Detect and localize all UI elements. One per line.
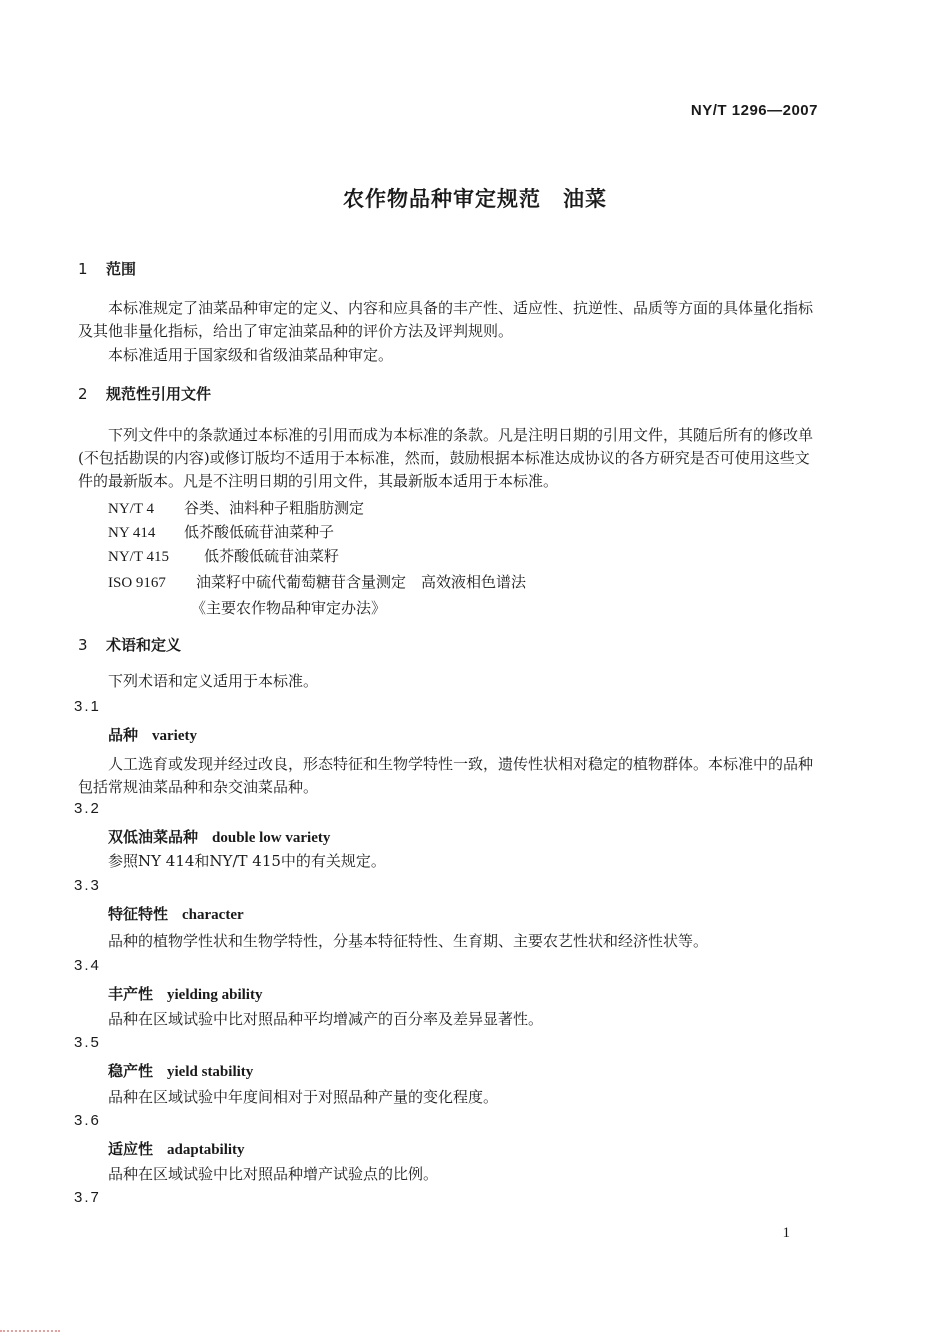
term-heading [108,826,330,847]
term-english: yield stability [167,1064,254,1080]
term-heading [108,1060,253,1081]
term-english: character [182,907,244,923]
term-chinese: 双低油菜品种 [108,828,199,846]
section-1-heading [78,258,136,279]
document-title: 农作物品种审定规范 油菜 [343,187,607,211]
term-definition: 品种在区域试验中比对照品种增产试验点的比例。 [108,1165,439,1183]
term-chinese: 品种 [108,726,139,744]
section-title: 术语和定义 [106,636,182,654]
term-number: 3.3 [74,877,101,894]
reference-code: NY/T 4 [108,501,154,517]
term-number: 3.2 [74,800,101,817]
paragraph: 本标准适用于国家级和省级油菜品种审定。 [108,346,394,364]
section-3-heading [78,634,181,655]
paragraph: 下列文件中的条款通过本标准的引用而成为本标准的条款。凡是注明日期的引用文件，其随后所有的修改单(不包括勘误的内容)或修订版均不适用于本标准，然而，鼓励根据本标准达成协议的各方研究是否可使用这些文件的最新版本。凡是不注明日期的引用文件，其最新版本适用于本标准。 [78,426,814,490]
term-definition: 参照NY 414和NY/T 415中的有关规定。 [108,852,386,870]
term-number: 3.1 [74,698,101,715]
paragraph: 本标准规定了油菜品种审定的定义、内容和应具备的丰产性、适应性、抗逆性、品质等方面的具体量化指标及其他非量化指标，给出了审定油菜品种的评价方法及评判规则。 [78,299,814,340]
scan-artifact [0,1330,60,1336]
term-definition: 人工选育或发现并经过改良，形态特征和生物学特性一致，遗传性状相对稳定的植物群体。本标准中的品种包括常规油菜品种和杂交油菜品种。 [78,755,814,796]
term-chinese: 丰产性 [108,985,154,1003]
term-chinese: 稳产性 [108,1062,154,1080]
term-heading [108,983,262,1004]
section-title: 规范性引用文件 [106,385,212,403]
reference-title: 低芥酸低硫苷油菜籽 [204,547,340,565]
reference-code: ISO 9167 [108,575,166,591]
term-definition: 品种在区域试验中年度间相对于对照品种产量的变化程度。 [108,1088,499,1106]
term-number: 3.5 [74,1034,101,1051]
reference-item [108,571,526,592]
reference-extra: 《主要农作物品种审定办法》 [191,599,387,617]
reference-code: NY/T 415 [108,549,169,565]
term-number: 3.7 [74,1189,101,1206]
page-number: 1 [782,1225,790,1241]
paragraph: 下列术语和定义适用于本标准。 [108,672,319,690]
term-number: 3.6 [74,1112,101,1129]
term-heading [108,724,197,745]
term-definition: 品种的植物学性状和生物学特性，分基本特征特性、生育期、主要农艺性状和经济性状等。 [108,932,709,950]
term-definition: 品种在区域试验中比对照品种平均增减产的百分率及差异显著性。 [108,1010,544,1028]
term-english: double low variety [212,830,331,846]
term-chinese: 特征特性 [108,905,169,923]
term-heading [108,1138,245,1159]
reference-title: 谷类、油料种子粗脂肪测定 [184,499,365,517]
section-number: 3 [78,636,88,654]
section-number: 1 [78,260,88,278]
reference-title: 油菜籽中硫代葡萄糖苷含量测定 高效液相色谱法 [196,573,527,591]
term-english: variety [152,728,197,744]
term-heading [108,903,244,924]
reference-title: 低芥酸低硫苷油菜种子 [184,523,335,541]
term-number: 3.4 [74,957,101,974]
reference-item [108,521,334,542]
standard-code: NY/T 1296—2007 [690,102,818,119]
reference-code: NY 414 [108,525,156,541]
section-title: 范围 [106,260,137,278]
reference-item [108,497,364,518]
section-number: 2 [78,385,88,403]
section-2-heading [78,383,211,404]
term-english: adaptability [167,1142,245,1158]
reference-item [108,545,339,566]
term-english: yielding ability [167,987,263,1003]
term-chinese: 适应性 [108,1140,154,1158]
